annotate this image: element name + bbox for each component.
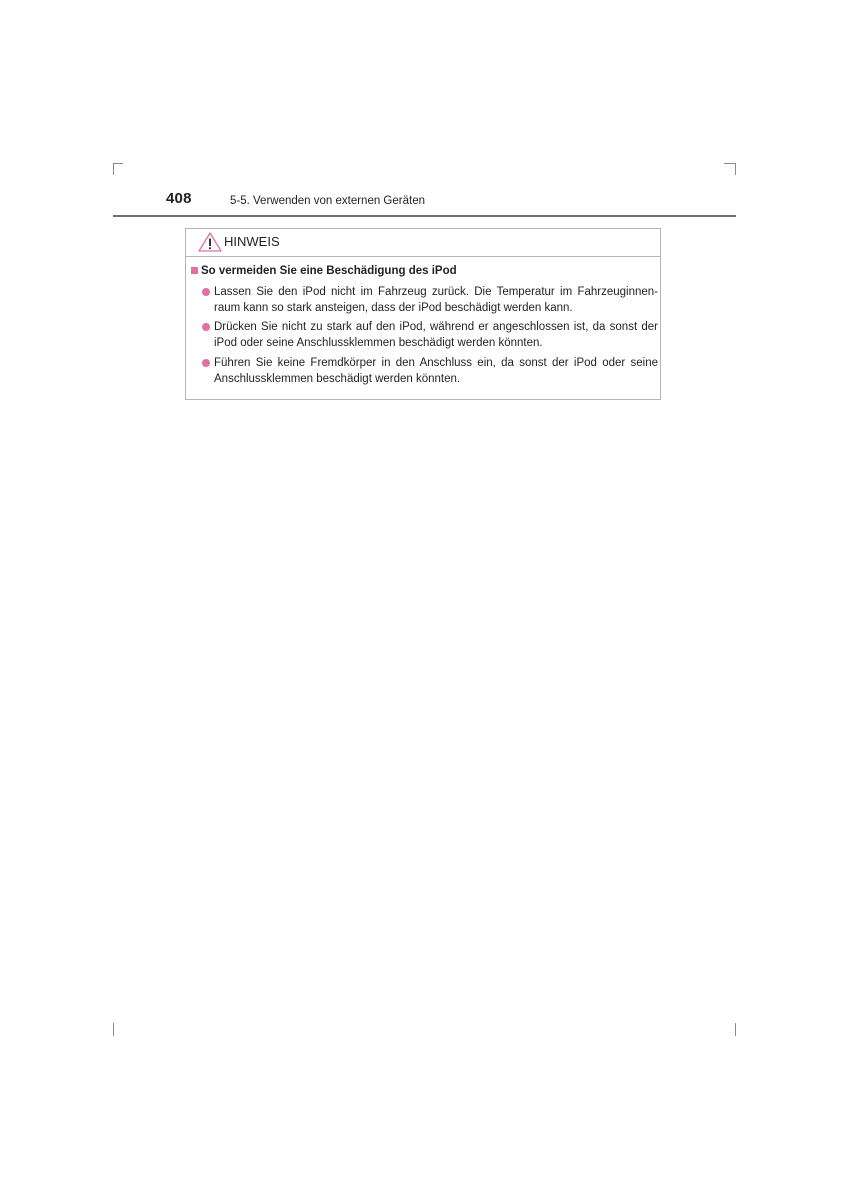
crop-mark-top-right-h bbox=[724, 163, 735, 164]
square-bullet-icon bbox=[191, 267, 198, 274]
warning-triangle-icon bbox=[198, 232, 222, 252]
crop-mark-top-left-v bbox=[113, 163, 114, 175]
list-item bbox=[202, 319, 658, 351]
list-item-text: Drücken Sie nicht zu stark auf den iPod, während er angeschlossen ist, da sonst der iPod oder seine Anschlussklemmen beschädigt werden könnten. bbox=[214, 321, 658, 349]
crop-mark-top-left-h bbox=[113, 163, 123, 164]
page-number: 408 bbox=[166, 190, 192, 207]
notice-title: HINWEIS bbox=[224, 234, 280, 249]
crop-mark-bottom-right-v bbox=[735, 1023, 736, 1036]
section-title: 5-5. Verwenden von externen Geräten bbox=[230, 195, 425, 207]
bullet-dot-icon bbox=[202, 323, 210, 331]
notice-box bbox=[185, 228, 661, 400]
notice-subheading-text: So vermeiden Sie eine Beschädigung des iPod bbox=[201, 265, 457, 277]
list-item bbox=[202, 284, 658, 316]
list-item-text: Führen Sie keine Fremdkörper in den Anschluss ein, da sonst der iPod oder seine Anschlussklemmen beschädigt werden könnten. bbox=[214, 357, 658, 385]
notice-subheading bbox=[191, 265, 457, 277]
crop-mark-bottom-left-v bbox=[113, 1023, 114, 1036]
list-item-text: Lassen Sie den iPod nicht im Fahrzeug zurück. Die Temperatur im Fahrzeuginnen-raum kann so stark ansteigen, dass der iPod beschädigt werden kann. bbox=[214, 286, 658, 314]
bullet-dot-icon bbox=[202, 288, 210, 296]
list-item bbox=[202, 355, 658, 387]
crop-mark-top-right-v bbox=[735, 163, 736, 175]
bullet-dot-icon bbox=[202, 359, 210, 367]
header-rule bbox=[113, 215, 736, 217]
notice-header bbox=[186, 229, 660, 257]
